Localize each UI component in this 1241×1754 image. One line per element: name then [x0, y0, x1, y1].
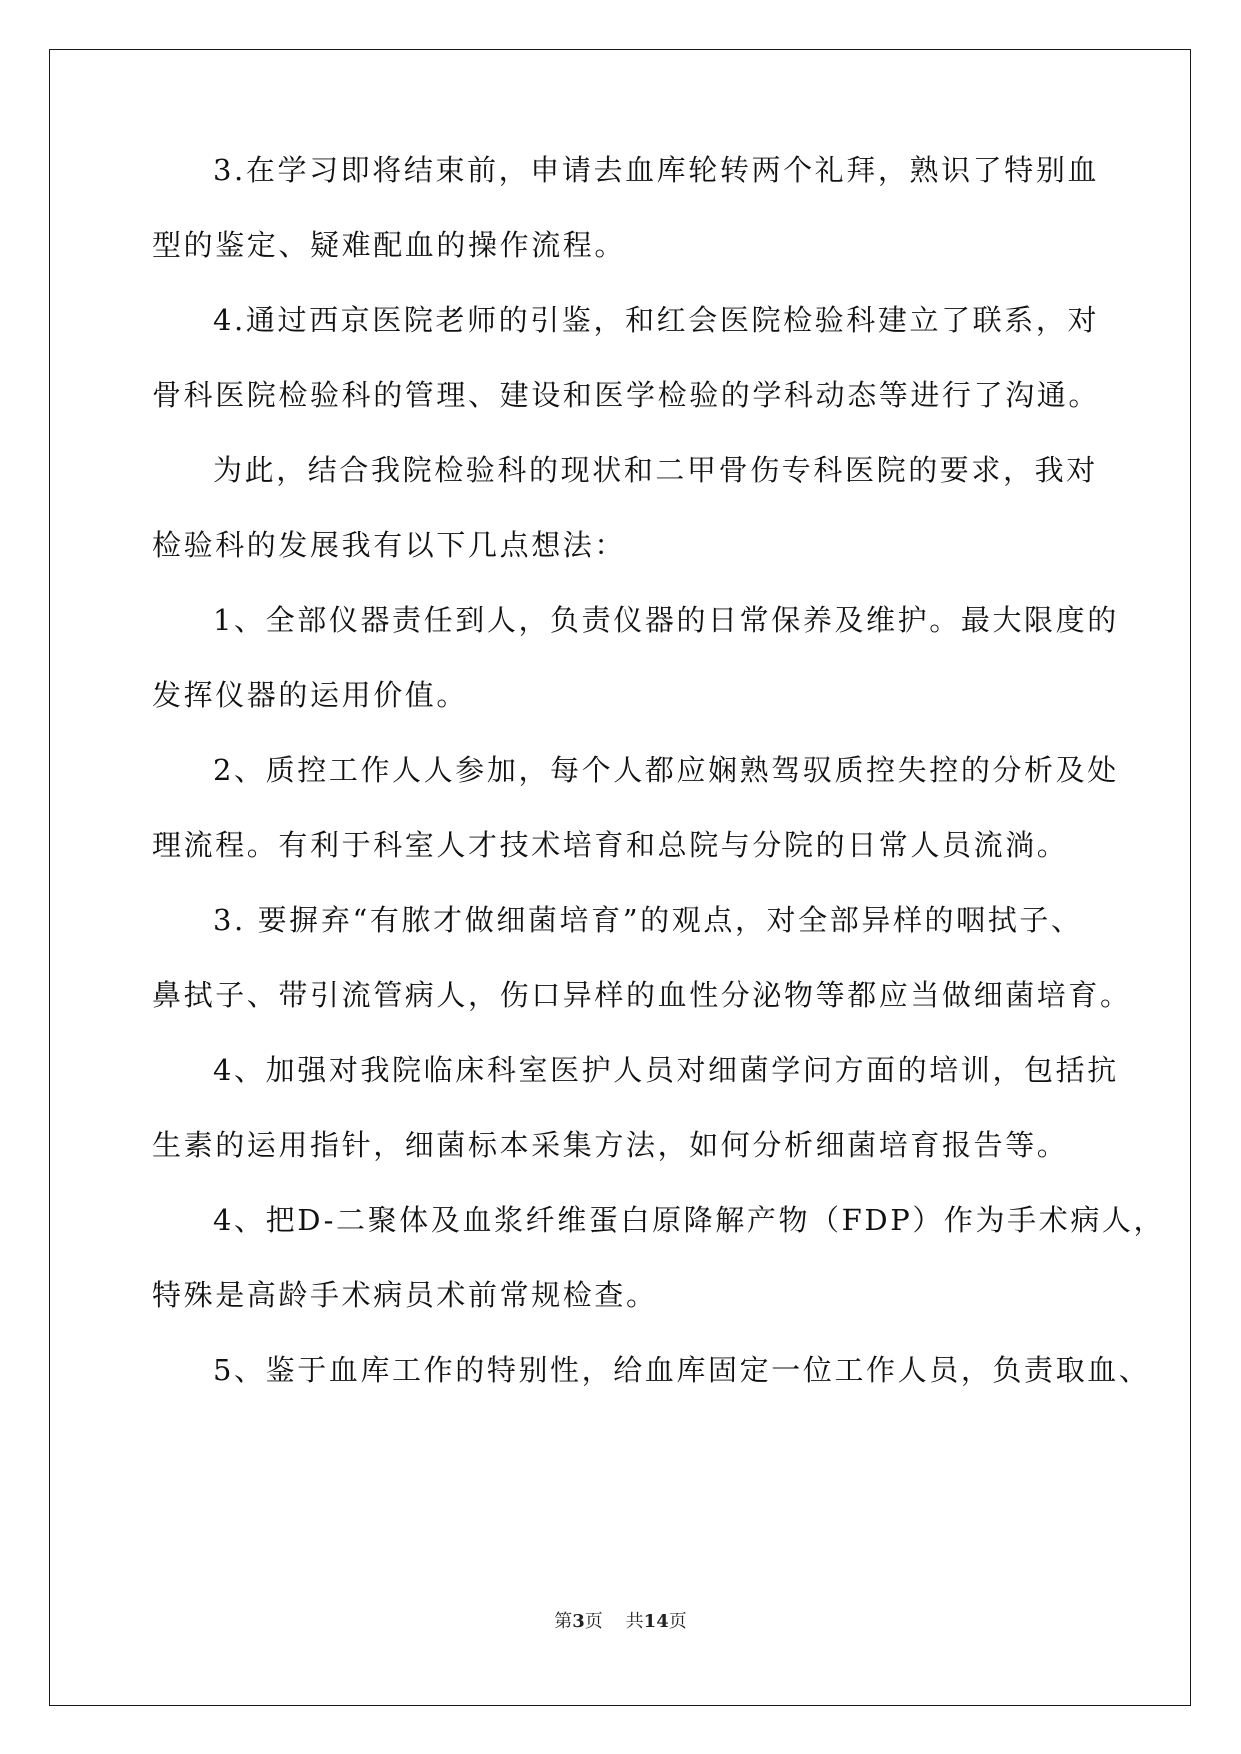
paragraph-1-line-1: 3.在学习即将结束前，申请去血库轮转两个礼拜，熟识了特别血 [213, 153, 1100, 187]
paragraph-6-line-2: 鼻拭子、带引流管病人，伤口异样的血性分泌物等都应当做细菌培育。 [152, 978, 1132, 1012]
paragraph-4-line-1: 1、全部仪器责任到人，负责仪器的日常保养及维护。最大限度的 [213, 603, 1119, 637]
paragraph-4-line-2: 发挥仪器的运用价值。 [152, 678, 469, 712]
paragraph-2-line-1: 4.通过西京医院老师的引鉴，和红会医院检验科建立了联系，对 [213, 303, 1100, 337]
page-prefix: 第 [554, 1611, 573, 1632]
paragraph-3-line-2: 检验科的发展我有以下几点想法： [152, 528, 627, 562]
total-suffix: 页 [668, 1611, 687, 1632]
page-suffix: 页 [584, 1611, 603, 1632]
paragraph-6-line-1: 3. 要摒弃“有脓才做细菌培育”的观点，对全部异样的咽拭子、 [213, 903, 1083, 937]
total-prefix: 共 [625, 1611, 644, 1632]
total-pages: 14 [643, 1611, 669, 1632]
paragraph-5-line-1: 2、质控工作人人参加，每个人都应娴熟驾驭质控失控的分析及处 [213, 753, 1119, 787]
page-border [49, 49, 1191, 1706]
page-number: 3 [572, 1611, 585, 1632]
paragraph-1-line-2: 型的鉴定、疑难配血的操作流程。 [152, 228, 627, 262]
paragraph-7-line-1: 4、加强对我院临床科室医护人员对细菌学问方面的培训，包括抗 [213, 1053, 1119, 1087]
paragraph-3-line-1: 为此，结合我院检验科的现状和二甲骨伤专科医院的要求，我对 [213, 453, 1098, 487]
paragraph-8-line-1: 4、把D-二聚体及血浆纤维蛋白原降解产物（FDP）作为手术病人， [213, 1203, 1166, 1237]
paragraph-5-line-2: 理流程。有利于科室人才技术培育和总院与分院的日常人员流淌。 [152, 828, 1069, 862]
page-footer [0, 1610, 1241, 1634]
paragraph-8-line-2: 特殊是高龄手术病员术前常规检查。 [152, 1278, 658, 1312]
paragraph-7-line-2: 生素的运用指针，细菌标本采集方法，如何分析细菌培育报告等。 [152, 1128, 1069, 1162]
paragraph-9-line-1: 5、鉴于血库工作的特别性，给血库固定一位工作人员，负责取血、 [213, 1353, 1151, 1387]
paragraph-2-line-2: 骨科医院检验科的管理、建设和医学检验的学科动态等进行了沟通。 [152, 378, 1101, 412]
